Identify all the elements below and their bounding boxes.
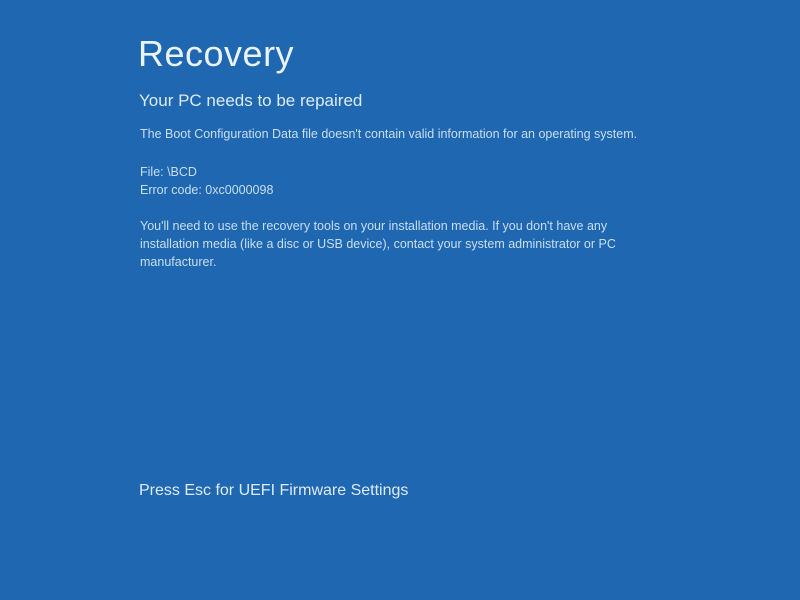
instructions-line-1: You'll need to use the recovery tools on your installation media. If you don't have any bbox=[140, 219, 608, 233]
recovery-title: Recovery bbox=[138, 33, 295, 74]
error-code: Error code: 0xc0000098 bbox=[140, 183, 274, 197]
error-description: The Boot Configuration Data file doesn't contain valid information for an operating system. bbox=[140, 127, 638, 141]
error-details-block bbox=[140, 163, 273, 199]
press-esc-uefi-hint: Press Esc for UEFI Firmware Settings bbox=[139, 482, 409, 499]
pc-needs-repair-subtitle: Your PC needs to be repaired bbox=[139, 91, 363, 110]
instructions-line-3: manufacturer. bbox=[140, 255, 217, 269]
error-file-path: File: \BCD bbox=[140, 165, 197, 179]
instructions-line-2: installation media (like a disc or USB device), contact your system administrator or PC bbox=[140, 237, 616, 251]
recovery-instructions bbox=[140, 217, 616, 271]
